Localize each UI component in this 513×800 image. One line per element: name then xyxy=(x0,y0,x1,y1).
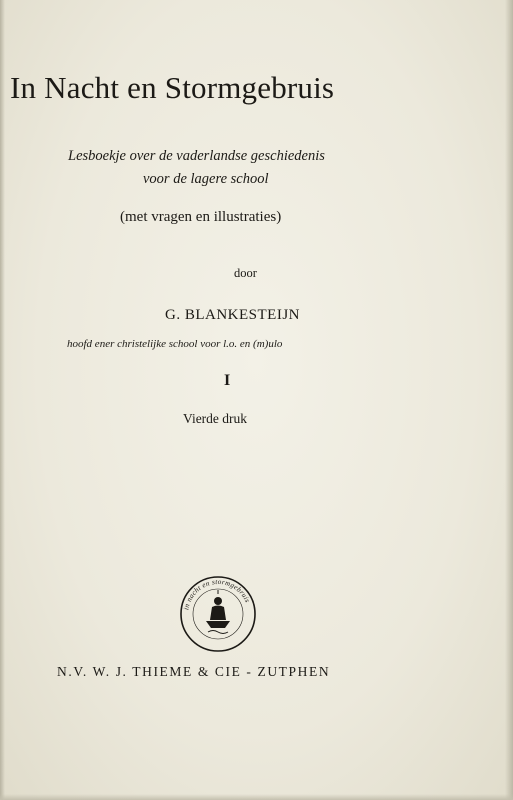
illustrations-note: (met vragen en illustraties) xyxy=(120,209,282,225)
book-title: In Nacht en Stormgebruis xyxy=(10,70,335,105)
page-edge-right xyxy=(505,0,513,800)
publisher-imprint: N.V. W. J. THIEME & CIE - ZUTPHEN xyxy=(57,664,331,679)
printer-mark-icon xyxy=(178,574,258,654)
by-label: door xyxy=(234,266,257,280)
page-edge-left xyxy=(0,0,5,800)
printer-mark-motto: in nacht en stormgebruis xyxy=(182,577,252,611)
author-role: hoofd ener christelijke school voor l.o. en (m)ulo xyxy=(67,338,283,350)
volume-number: I xyxy=(224,372,231,389)
author-name: G. BLANKESTEIJN xyxy=(165,307,300,323)
edition-label: Vierde druk xyxy=(183,411,248,426)
page-edge-bottom xyxy=(0,794,513,800)
subtitle-line-2: voor de lagere school xyxy=(143,171,269,187)
subtitle-line-1: Lesboekje over de vaderlandse geschiedenis xyxy=(68,148,325,164)
